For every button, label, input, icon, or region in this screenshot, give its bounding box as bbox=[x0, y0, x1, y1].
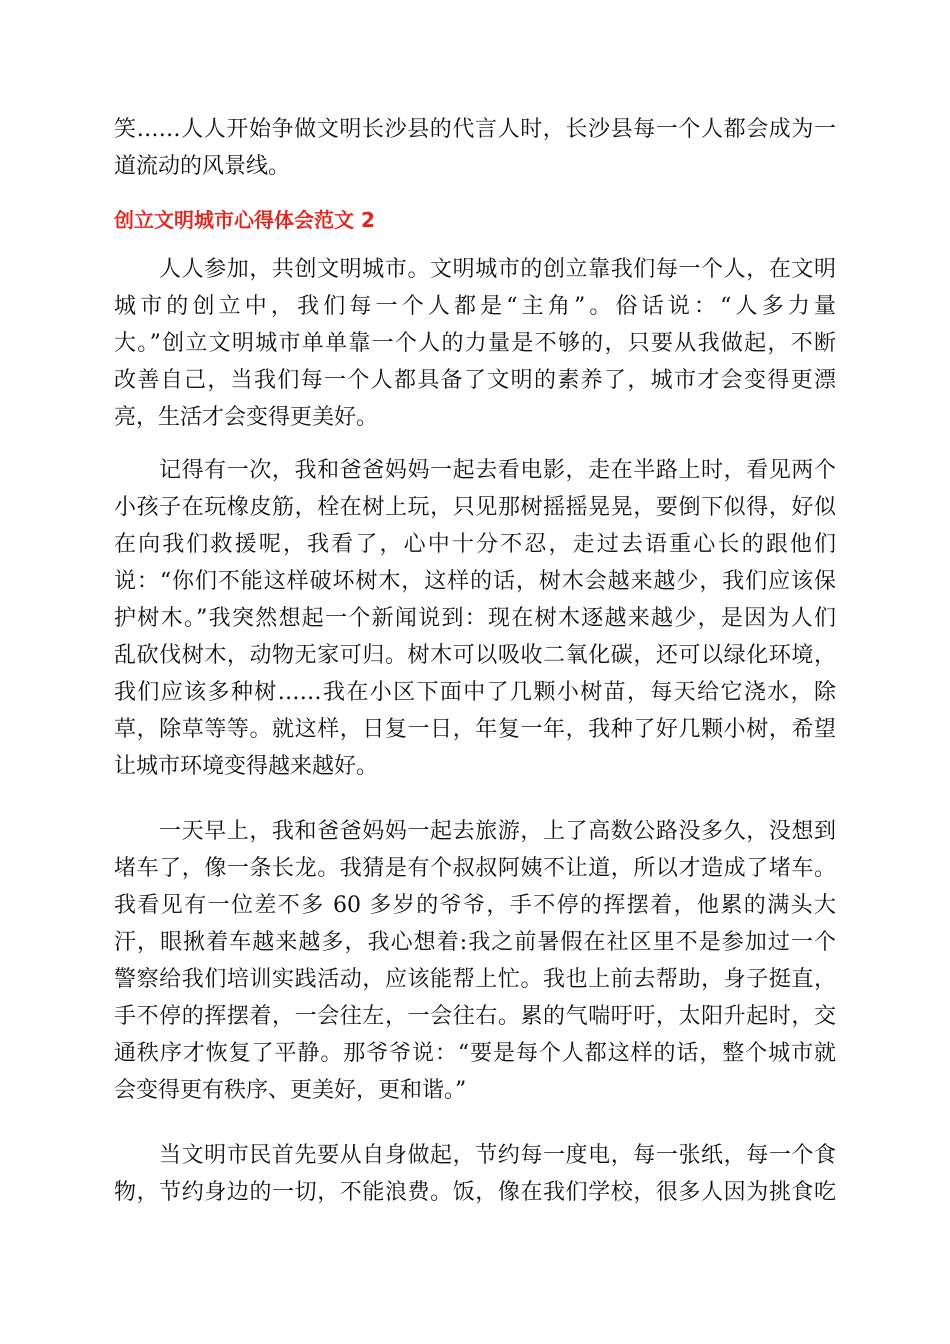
text-line: 笑……人人开始争做文明长沙县的代言人时，长沙县每一个人都会成为一 bbox=[114, 117, 836, 142]
text-line: 城市的创立中，我们每一个人都是“主角”。俗话说：“人多力量 bbox=[114, 294, 836, 319]
text-line: 小孩子在玩橡皮筋，栓在树上玩，只见那树摇摇晃晃，要倒下似得，好似 bbox=[114, 495, 836, 520]
text-line: 物，节约身边的一切，不能浪费。饭，像在我们学校，很多人因为挑食吃 bbox=[114, 1180, 836, 1205]
text-line: 说：“你们不能这样破坏树木，这样的话，树木会越来越少，我们应该保 bbox=[114, 569, 836, 594]
text-line: 乱砍伐树木，动物无家可归。树木可以吸收二氧化碳，还可以绿化环境， bbox=[114, 643, 836, 668]
text-line: 在向我们救援呢，我看了，心中十分不忍，走过去语重心长的跟他们 bbox=[114, 532, 836, 557]
text-line: 让城市环境变得越来越好。 bbox=[114, 754, 379, 779]
text-line: 大。”创立文明城市单单靠一个人的力量是不够的，只要从我做起，不断 bbox=[114, 331, 836, 356]
text-line: 通秩序才恢复了平静。那爷爷说：“要是每个人都这样的话，整个城市就 bbox=[114, 1041, 836, 1066]
text-line: 道流动的风景线。 bbox=[114, 154, 291, 179]
text-line: 汗，眼揪着车越来越多，我心想着:我之前暑假在社区里不是参加过一个 bbox=[114, 930, 836, 955]
text-line: 改善自己，当我们每一个人都具备了文明的素养了，城市才会变得更漂 bbox=[114, 368, 836, 393]
text-line: 记得有一次，我和爸爸妈妈一起去看电影，走在半路上时，看见两个 bbox=[159, 458, 836, 483]
text-line: 我们应该多种树……我在小区下面中了几颗小树苗，每天给它浇水，除 bbox=[114, 680, 836, 705]
text-line: 人人参加，共创文明城市。文明城市的创立靠我们每一个人，在文明 bbox=[159, 257, 836, 282]
text-line: 一天早上，我和爸爸妈妈一起去旅游，上了高数公路没多久，没想到 bbox=[159, 819, 836, 844]
text-line: 我看见有一位差不多 60 多岁的爷爷，手不停的挥摆着，他累的满头大 bbox=[114, 893, 836, 918]
text-line: 堵车了，像一条长龙。我猜是有个叔叔阿姨不让道，所以才造成了堵车。 bbox=[114, 856, 836, 881]
text-line: 警察给我们培训实践活动，应该能帮上忙。我也上前去帮助，身子挺直， bbox=[114, 967, 836, 992]
text-line: 护树木。”我突然想起一个新闻说到：现在树木逐越来越少，是因为人们 bbox=[114, 606, 836, 631]
section-title: 创立文明城市心得体会范文 2 bbox=[114, 208, 375, 232]
text-line: 会变得更有秩序、更美好，更和谐。” bbox=[114, 1078, 467, 1103]
text-line: 草，除草等等。就这样，日复一日，年复一年，我种了好几颗小树，希望 bbox=[114, 717, 836, 742]
text-line: 当文明市民首先要从自身做起，节约每一度电，每一张纸，每一个食 bbox=[159, 1143, 836, 1168]
text-line: 手不停的挥摆着，一会往左，一会往右。累的气喘吁吁，太阳升起时，交 bbox=[114, 1004, 836, 1029]
text-line: 亮，生活才会变得更美好。 bbox=[114, 405, 379, 430]
